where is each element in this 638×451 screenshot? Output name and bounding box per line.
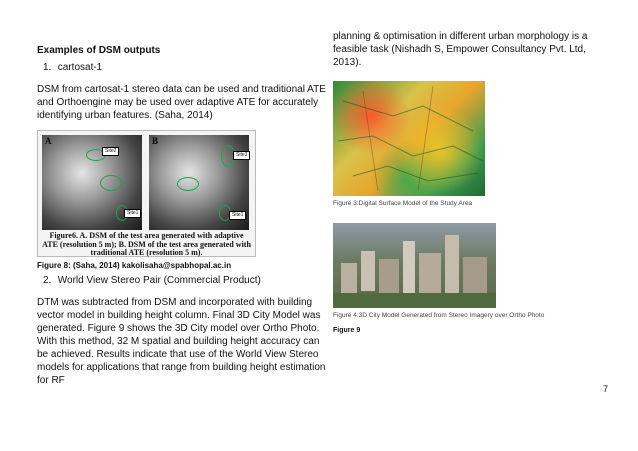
list-text: cartosat-1 (57, 62, 103, 73)
dsm-panel-b (149, 135, 249, 230)
figure-9-caption: Figure 9 (333, 327, 361, 334)
list-number: 1. (43, 62, 52, 73)
panel-a-label: A (45, 136, 52, 146)
figure-8-inner-caption (42, 232, 251, 258)
site-marker-ring (177, 177, 199, 191)
figure-3-caption: Figure 3:Digital Surface Model of the Study Area (333, 200, 473, 207)
left-column (37, 34, 329, 387)
paragraph-continued: planning & optimisation in different urban morphology is a feasible task (Nishadh S, Empower Consultancy Pvt. Ltd, 2013). (333, 31, 588, 68)
panel-b-label: B (152, 136, 159, 146)
list-number: 2. (43, 275, 52, 286)
dsm-terrain-texture (333, 81, 485, 196)
caption-line: Figure6. A. DSM of the test area generated with adaptive (49, 231, 244, 240)
page-number: 7 (602, 384, 608, 394)
site-marker-ring (100, 175, 122, 191)
caption-line: traditional ATE (resolution 5 m). (90, 248, 203, 257)
site1-tag: Site1 (124, 209, 141, 218)
dsm-panel-a (42, 135, 142, 230)
list-item-worldview (43, 274, 329, 287)
right-column (333, 30, 605, 334)
figure-8-caption: Figure 8: (Saha, 2014) kakolisaha@spabhopal.ac.in (37, 261, 232, 270)
figure-4-city-model-image (333, 223, 496, 308)
paragraph-cartosat: DSM from cartosat-1 stereo data can be used and traditional ATE and Orthoengine may be used over adaptive ATE for accurately identifying urban features. (Saha, 2014) (37, 84, 326, 121)
figure-8-image (37, 130, 256, 257)
site1-tag: Site1 (229, 211, 246, 220)
paragraph-worldview: DTM was subtracted from DSM and incorporated with building vector model in building height column. Final 3D City Model was generated. Figure 9 shows the 3D City model over Ortho Photo. With this method, 32 M spatial and building height accuracy can be achieved. Results indicate that use of the World View Stereo models for applications that range from building height estimation for RF (37, 297, 326, 386)
site3-tag: Site3 (233, 151, 250, 160)
city-model-buildings (333, 223, 496, 308)
list-text: World View Stereo Pair (Commercial Product) (57, 275, 261, 286)
site2-tag: Site2 (102, 147, 119, 156)
figure-4-caption: Figure 4:3D City Model Generated from Stereo Imagery over Ortho Photo (333, 312, 545, 319)
caption-line: ATE (resolution 5 m); B. DSM of the test area generated with (42, 239, 251, 249)
section-heading: Examples of DSM outputs (37, 45, 161, 56)
figure-3-dsm-image (333, 81, 485, 196)
list-item-cartosat (43, 61, 329, 74)
